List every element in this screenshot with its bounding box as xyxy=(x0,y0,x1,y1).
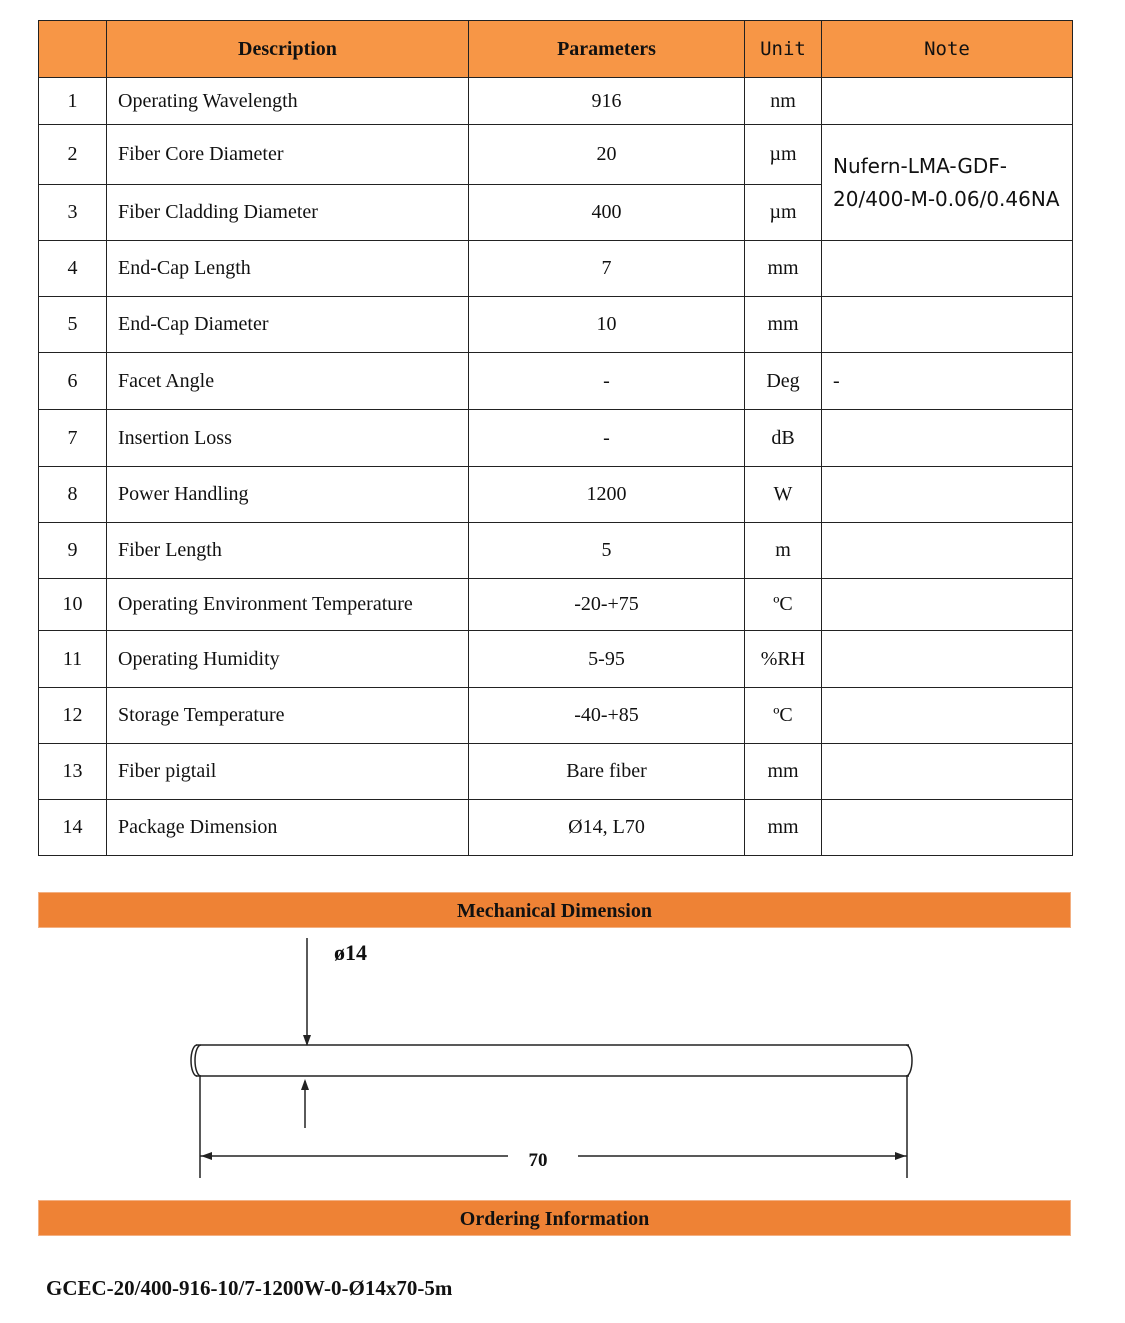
row-description: Insertion Loss xyxy=(107,410,469,467)
row-note: - xyxy=(822,353,1073,410)
header-parameters: Parameters xyxy=(469,21,745,78)
row-description: Fiber Length xyxy=(107,523,469,579)
row-unit: mm xyxy=(745,241,822,297)
cylinder-left-cap-inner xyxy=(195,1045,201,1076)
row-parameter: - xyxy=(469,410,745,467)
row-parameter: -40-+85 xyxy=(469,688,745,744)
row-description: Fiber pigtail xyxy=(107,744,469,800)
header-description: Description xyxy=(107,21,469,78)
row-number: 13 xyxy=(39,744,107,800)
row-unit: Deg xyxy=(745,353,822,410)
row-unit: µm xyxy=(745,125,822,185)
ordering-code: GCEC-20/400-916-10/7-1200W-0-Ø14x70-5m xyxy=(46,1276,453,1300)
row-number: 12 xyxy=(39,688,107,744)
fiber-model-note: Nufern-LMA-GDF-20/400-M-0.06/0.46NA xyxy=(822,125,1073,241)
row-unit: W xyxy=(745,467,822,523)
row-parameter: 7 xyxy=(469,241,745,297)
row-description: Fiber Cladding Diameter xyxy=(107,185,469,241)
row-parameter: 10 xyxy=(469,297,745,353)
length-arrowhead-right xyxy=(895,1152,906,1160)
row-unit: ºC xyxy=(745,579,822,631)
row-description: End-Cap Length xyxy=(107,241,469,297)
row-description: Power Handling xyxy=(107,467,469,523)
row-description: Operating Wavelength xyxy=(107,78,469,125)
row-description: Storage Temperature xyxy=(107,688,469,744)
row-parameter: 5 xyxy=(469,523,745,579)
row-unit: mm xyxy=(745,744,822,800)
row-number: 3 xyxy=(39,185,107,241)
row-number: 5 xyxy=(39,297,107,353)
row-number: 9 xyxy=(39,523,107,579)
row-number: 2 xyxy=(39,125,107,185)
header-unit: Unit xyxy=(745,21,822,78)
length-arrowhead-left xyxy=(201,1152,212,1160)
row-parameter: 1200 xyxy=(469,467,745,523)
header-note: Note xyxy=(822,21,1073,78)
row-description: Package Dimension xyxy=(107,800,469,856)
row-number: 6 xyxy=(39,353,107,410)
row-description: Operating Environment Temperature xyxy=(107,579,469,631)
row-parameter: 916 xyxy=(469,78,745,125)
row-description: Fiber Core Diameter xyxy=(107,125,469,185)
length-label: 70 xyxy=(528,1150,548,1171)
row-number: 7 xyxy=(39,410,107,467)
row-number: 11 xyxy=(39,631,107,688)
row-parameter: 5-95 xyxy=(469,631,745,688)
row-description: Facet Angle xyxy=(107,353,469,410)
row-unit: ºC xyxy=(745,688,822,744)
row-number: 8 xyxy=(39,467,107,523)
row-unit: m xyxy=(745,523,822,579)
row-parameter: - xyxy=(469,353,745,410)
row-unit: mm xyxy=(745,297,822,353)
row-parameter: 20 xyxy=(469,125,745,185)
mechanical-dimension-heading: Mechanical Dimension xyxy=(38,892,1071,928)
row-parameter: -20-+75 xyxy=(469,579,745,631)
diameter-arrowhead-bottom xyxy=(301,1079,309,1090)
row-parameter: Ø14, L70 xyxy=(469,800,745,856)
row-description: Operating Humidity xyxy=(107,631,469,688)
ordering-information-heading: Ordering Information xyxy=(38,1200,1071,1236)
row-parameter: Bare fiber xyxy=(469,744,745,800)
row-unit: mm xyxy=(745,800,822,856)
row-number: 1 xyxy=(39,78,107,125)
diameter-label: ø14 xyxy=(334,940,367,965)
row-parameter: 400 xyxy=(469,185,745,241)
row-number: 10 xyxy=(39,579,107,631)
row-description: End-Cap Diameter xyxy=(107,297,469,353)
cylinder-right-cap xyxy=(906,1045,912,1076)
row-number: 14 xyxy=(39,800,107,856)
row-unit: %RH xyxy=(745,631,822,688)
row-unit: µm xyxy=(745,185,822,241)
row-unit: dB xyxy=(745,410,822,467)
row-number: 4 xyxy=(39,241,107,297)
row-unit: nm xyxy=(745,78,822,125)
